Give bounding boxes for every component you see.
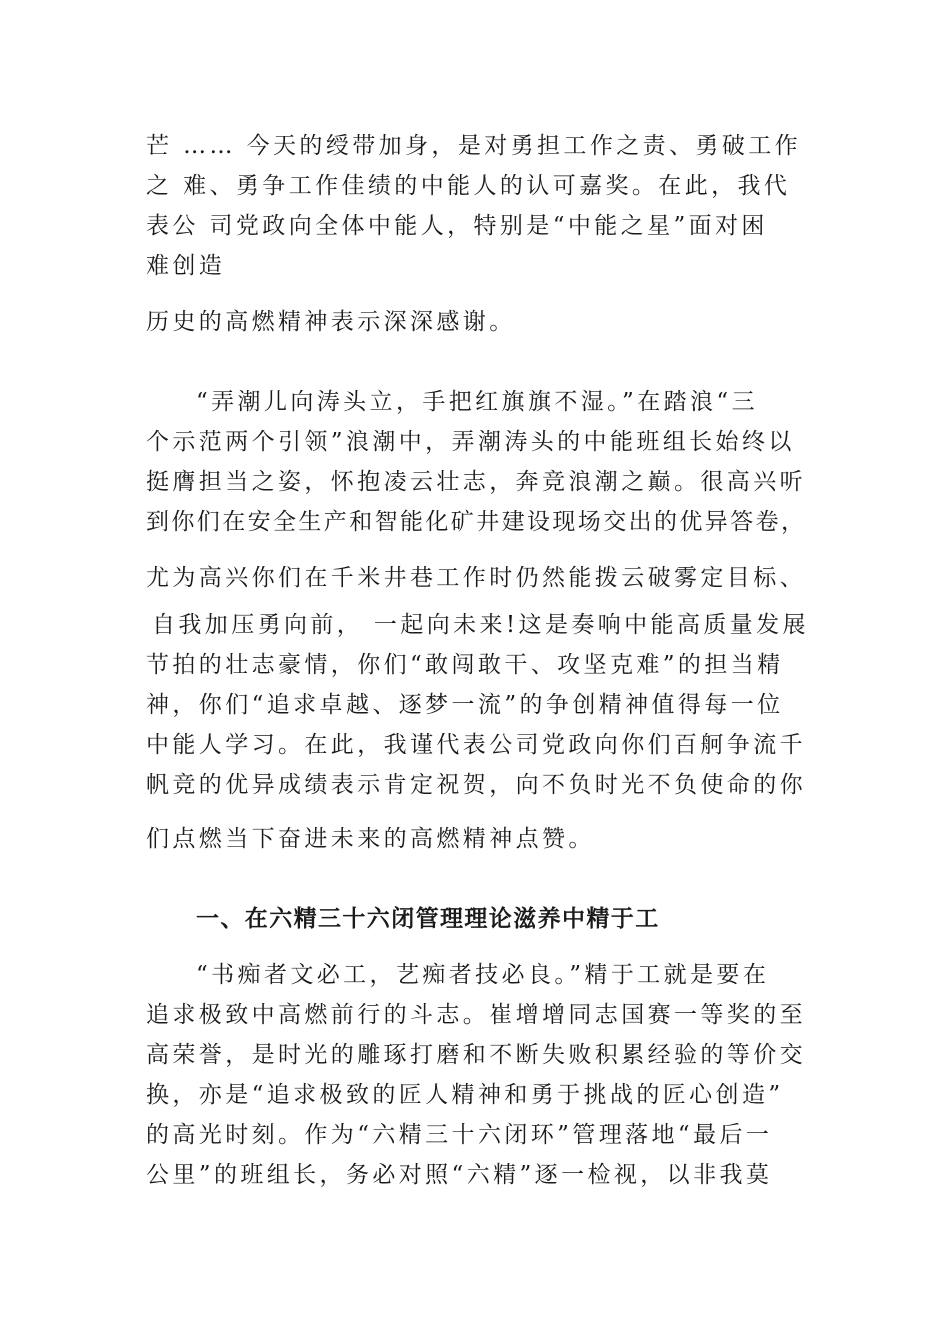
paragraph-line-15: 帆竞的优异成绩表示肯定祝贺，向不负时光不负使命的你 — [146, 772, 806, 798]
paragraph-line-3: 表公 司党政向全体中能人，特别是“中能之星”面对困 — [146, 213, 768, 239]
paragraph-line-5: 历史的高燃精神表示深深感谢。 — [146, 309, 516, 335]
paragraph-line-8: 挺膺担当之姿，怀抱凌云壮志，奔竞浪潮之巅。很高兴听 — [146, 469, 806, 495]
paragraph-line-10: 尤为高兴你们在千米井巷工作时仍然能拨云破雾定目标、 — [146, 565, 806, 591]
paragraph-line-16: 们点燃当下奋进未来的高燃精神点赞。 — [146, 826, 595, 852]
paragraph-line-7: 个示范两个引领”浪潮中，弄潮涛头的中能班组长始终以 — [146, 429, 795, 455]
paragraph-line-11: 自我加压勇向前， 一起向未来!这是奏响中能高质量发展 — [152, 612, 809, 638]
paragraph-line-13: 神，你们“追求卓越、逐梦一流”的争创精神值得每一位 — [146, 692, 784, 718]
paragraph-line-12: 节拍的壮志豪情，你们“敢闯敢干、攻坚克难”的担当精 — [146, 652, 784, 678]
paragraph-line-1: 芒 …… 今天的绶带加身，是对勇担工作之责、勇破工作 — [146, 133, 802, 159]
paragraph-line-22: 的高光时刻。作为“六精三十六闭环”管理落地“最后一 — [146, 1122, 773, 1148]
paragraph-line-14: 中能人学习。在此，我谨代表公司党政向你们百舸争流千 — [146, 732, 806, 758]
paragraph-line-18: “书痴者文必工，艺痴者技必良。”精于工就是要在 — [196, 962, 770, 988]
paragraph-line-23: 公里”的班组长，务必对照“六精”逐一检视，以非我莫 — [146, 1162, 773, 1188]
paragraph-line-9: 到你们在安全生产和智能化矿井建设现场交出的优异答卷， — [146, 509, 807, 535]
section-heading: 一、在六精三十六闭管理理论滋养中精于工 — [196, 906, 660, 932]
paragraph-line-19: 追求极致中高燃前行的斗志。崔增增同志国赛一等奖的至 — [146, 1002, 806, 1028]
paragraph-line-4: 难创造 — [146, 253, 226, 279]
paragraph-line-20: 高荣誉，是时光的雕琢打磨和不断失败积累经验的等价交 — [146, 1042, 806, 1068]
paragraph-line-6: “弄潮儿向涛头立，手把红旗旗不湿。”在踏浪“三 — [196, 389, 758, 415]
paragraph-line-2: 之 难、勇争工作佳绩的中能人的认可嘉奖。在此，我代 — [146, 173, 791, 199]
paragraph-line-21: 换，亦是“追求极致的匠人精神和勇于挑战的匠心创造” — [146, 1082, 784, 1108]
